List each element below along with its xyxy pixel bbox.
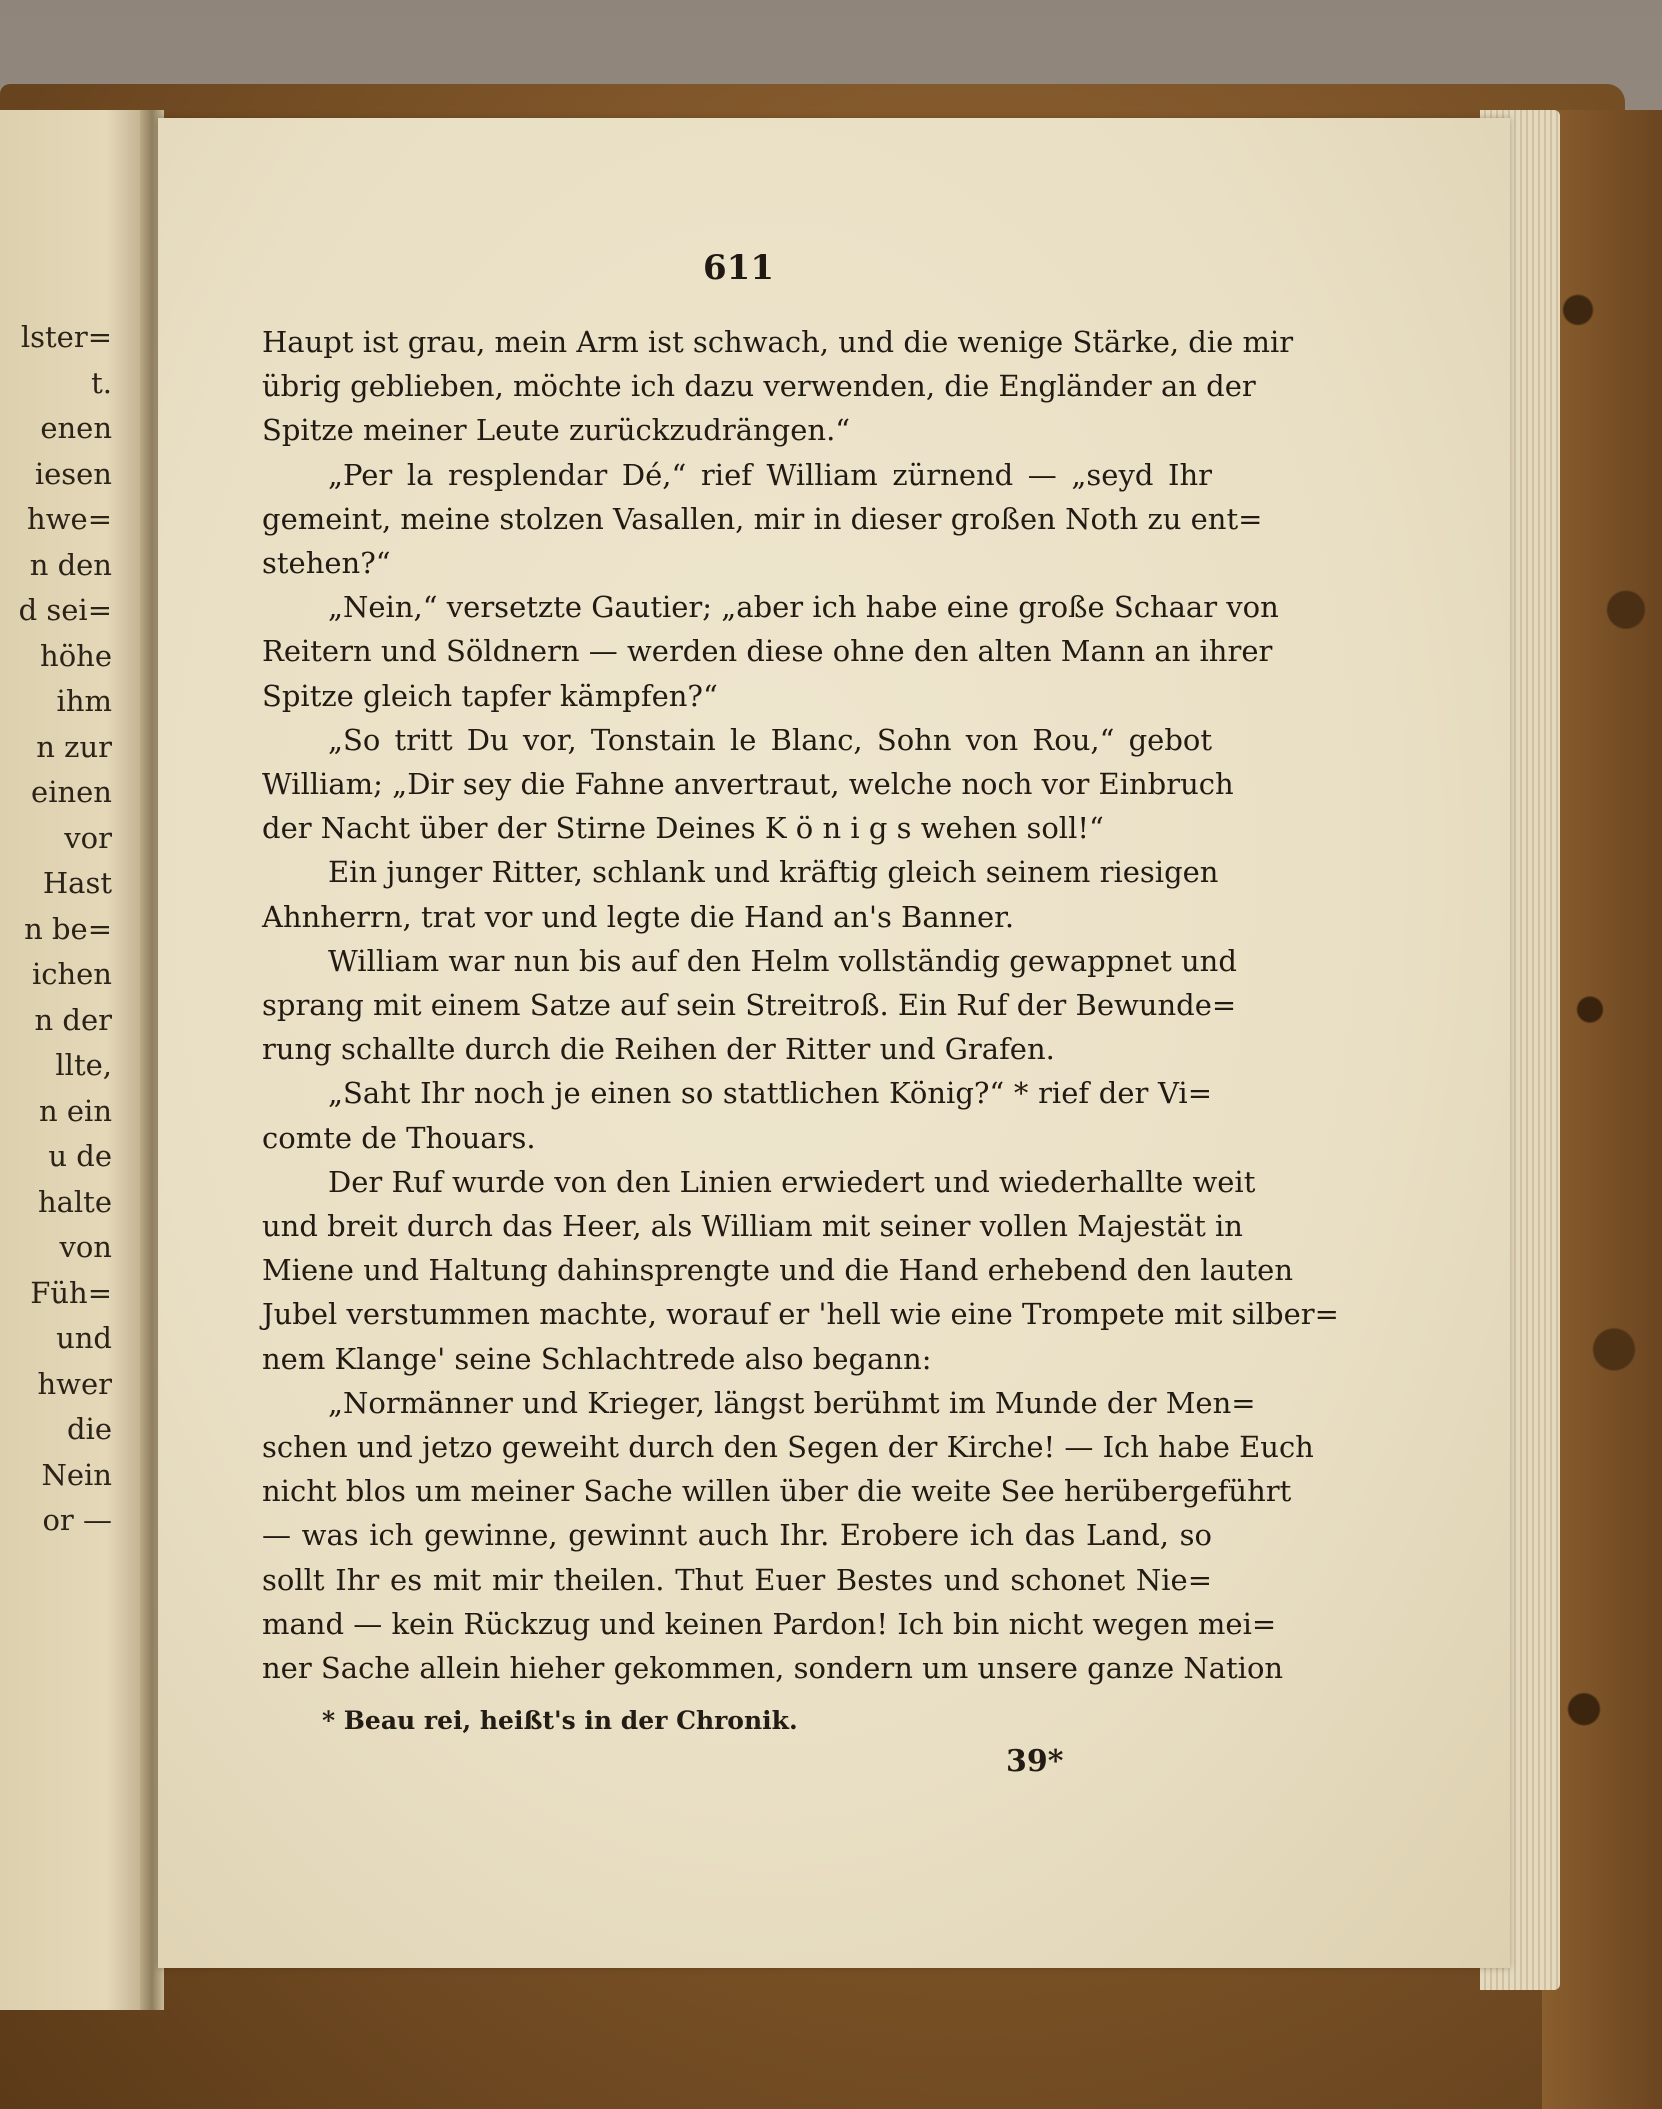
marbled-cover-edge <box>1542 110 1662 2109</box>
left-page-fragment: die <box>66 1412 112 1446</box>
text-line: Ahnherrn, trat vor und legte die Hand an's Banner. <box>262 899 1015 934</box>
text-line: schen und jetzo geweiht durch den Segen der Kirche! — Ich habe Euch <box>262 1430 1314 1464</box>
left-page-fragment: iesen <box>34 456 112 491</box>
left-page-fragment: d sei= <box>18 593 112 627</box>
text-line: Jubel verstummen machte, worauf er 'hell wie eine Trompete mit silber= <box>262 1297 1339 1332</box>
left-page-fragment: von <box>59 1230 112 1264</box>
text-line: „So tritt Du vor, Tonstain le Blanc, Sohn von Rou,“ gebot <box>328 722 1212 757</box>
text-line: comte de Thouars. <box>262 1120 536 1155</box>
left-page-fragment: Füh= <box>30 1275 112 1310</box>
text-line: Miene und Haltung dahinsprengte und die Hand erhebend den lauten <box>262 1253 1294 1288</box>
left-page-fragment: vor <box>64 820 112 855</box>
text-line: und breit durch das Heer, als William mit seiner vollen Majestät in <box>262 1209 1243 1243</box>
text-line: Spitze meiner Leute zurückzudrängen.“ <box>262 413 851 448</box>
page-number: 611 <box>703 248 774 288</box>
left-page-fragment: n zur <box>36 729 112 764</box>
signature-mark: 39* <box>1006 1744 1064 1779</box>
text-line: stehen?“ <box>262 546 391 580</box>
text-line: „Saht Ihr noch je einen so stattlichen König?“ * rief der Vi= <box>328 1076 1212 1111</box>
text-line: der Nacht über der Stirne Deines K ö n i g s wehen soll!“ <box>262 811 1104 846</box>
left-page-fragment: ichen <box>31 957 112 991</box>
text-line: nem Klange' seine Schlachtrede also begann: <box>262 1341 932 1376</box>
text-line: Reitern und Söldnern — werden diese ohne den alten Mann an ihrer <box>262 634 1273 669</box>
left-page-fragment: lster= <box>20 320 112 354</box>
left-page-fragment: n ein <box>38 1093 112 1128</box>
left-page-fragment: enen <box>40 411 112 445</box>
left-page-fragment: hwer <box>37 1366 112 1401</box>
left-page-fragment: u de <box>48 1139 112 1173</box>
text-line: Spitze gleich tapfer kämpfen?“ <box>262 678 718 713</box>
text-line: rung schallte durch die Reihen der Ritter und Grafen. <box>262 1032 1055 1067</box>
text-line: mand — kein Rückzug und keinen Pardon! Ich bin nicht wegen mei= <box>262 1606 1277 1641</box>
text-line: William; „Dir sey die Fahne anvertraut, welche noch vor Einbruch <box>262 767 1234 801</box>
text-line: Der Ruf wurde von den Linien erwiedert und wiederhallte weit <box>328 1164 1256 1199</box>
left-page-fragment: ihm <box>56 684 112 718</box>
text-line: — was ich gewinne, gewinnt auch Ihr. Erobere ich das Land, so <box>262 1518 1212 1553</box>
text-line: „Nein,“ versetzte Gautier; „aber ich habe eine große Schaar von <box>328 590 1279 625</box>
left-page-fragment: halte <box>37 1184 112 1219</box>
text-line: „Normänner und Krieger, längst berühmt im Munde der Men= <box>328 1385 1256 1420</box>
left-page-fragment: or — <box>42 1503 112 1537</box>
left-page-fragment: hwe= <box>27 502 112 536</box>
left-page-fragment: Nein <box>41 1457 112 1492</box>
left-page-fragment: Hast <box>42 866 112 900</box>
text-line: Haupt ist grau, mein Arm ist schwach, und die wenige Stärke, die mir <box>262 325 1294 359</box>
left-page-fragment: t. <box>91 365 112 400</box>
text-line: ner Sache allein hieher gekommen, sondern um unsere ganze Nation <box>262 1651 1284 1685</box>
text-line: William war nun bis auf den Helm vollständig gewappnet und <box>328 943 1237 978</box>
text-line: Ein junger Ritter, schlank und kräftig gleich seinem riesigen <box>328 855 1219 890</box>
text-line: übrig geblieben, möchte ich dazu verwenden, die Engländer an der <box>262 369 1256 404</box>
text-line: nicht blos um meiner Sache willen über die weite See herübergeführt <box>262 1474 1292 1509</box>
text-line: „Per la resplendar Dé,“ rief William zürnend — „seyd Ihr <box>328 457 1212 492</box>
text-line: sollt Ihr es mit mir theilen. Thut Euer Bestes und schonet Nie= <box>262 1562 1212 1597</box>
text-line: gemeint, meine stolzen Vasallen, mir in dieser großen Noth zu ent= <box>262 501 1263 536</box>
text-line: sprang mit einem Satze auf sein Streitroß. Ein Ruf der Bewunde= <box>262 988 1237 1022</box>
footnote: * Beau rei, heißt's in der Chronik. <box>322 1706 798 1735</box>
left-page-fragment: und <box>56 1321 112 1355</box>
left-page-fragment: n der <box>34 1002 112 1037</box>
left-page-fragment: höhe <box>40 638 112 673</box>
left-page-fragment: llte, <box>55 1048 112 1082</box>
left-page-fragment: einen <box>31 775 112 809</box>
left-page-fragment: n be= <box>24 911 112 946</box>
left-page-fragment: n den <box>29 547 112 582</box>
